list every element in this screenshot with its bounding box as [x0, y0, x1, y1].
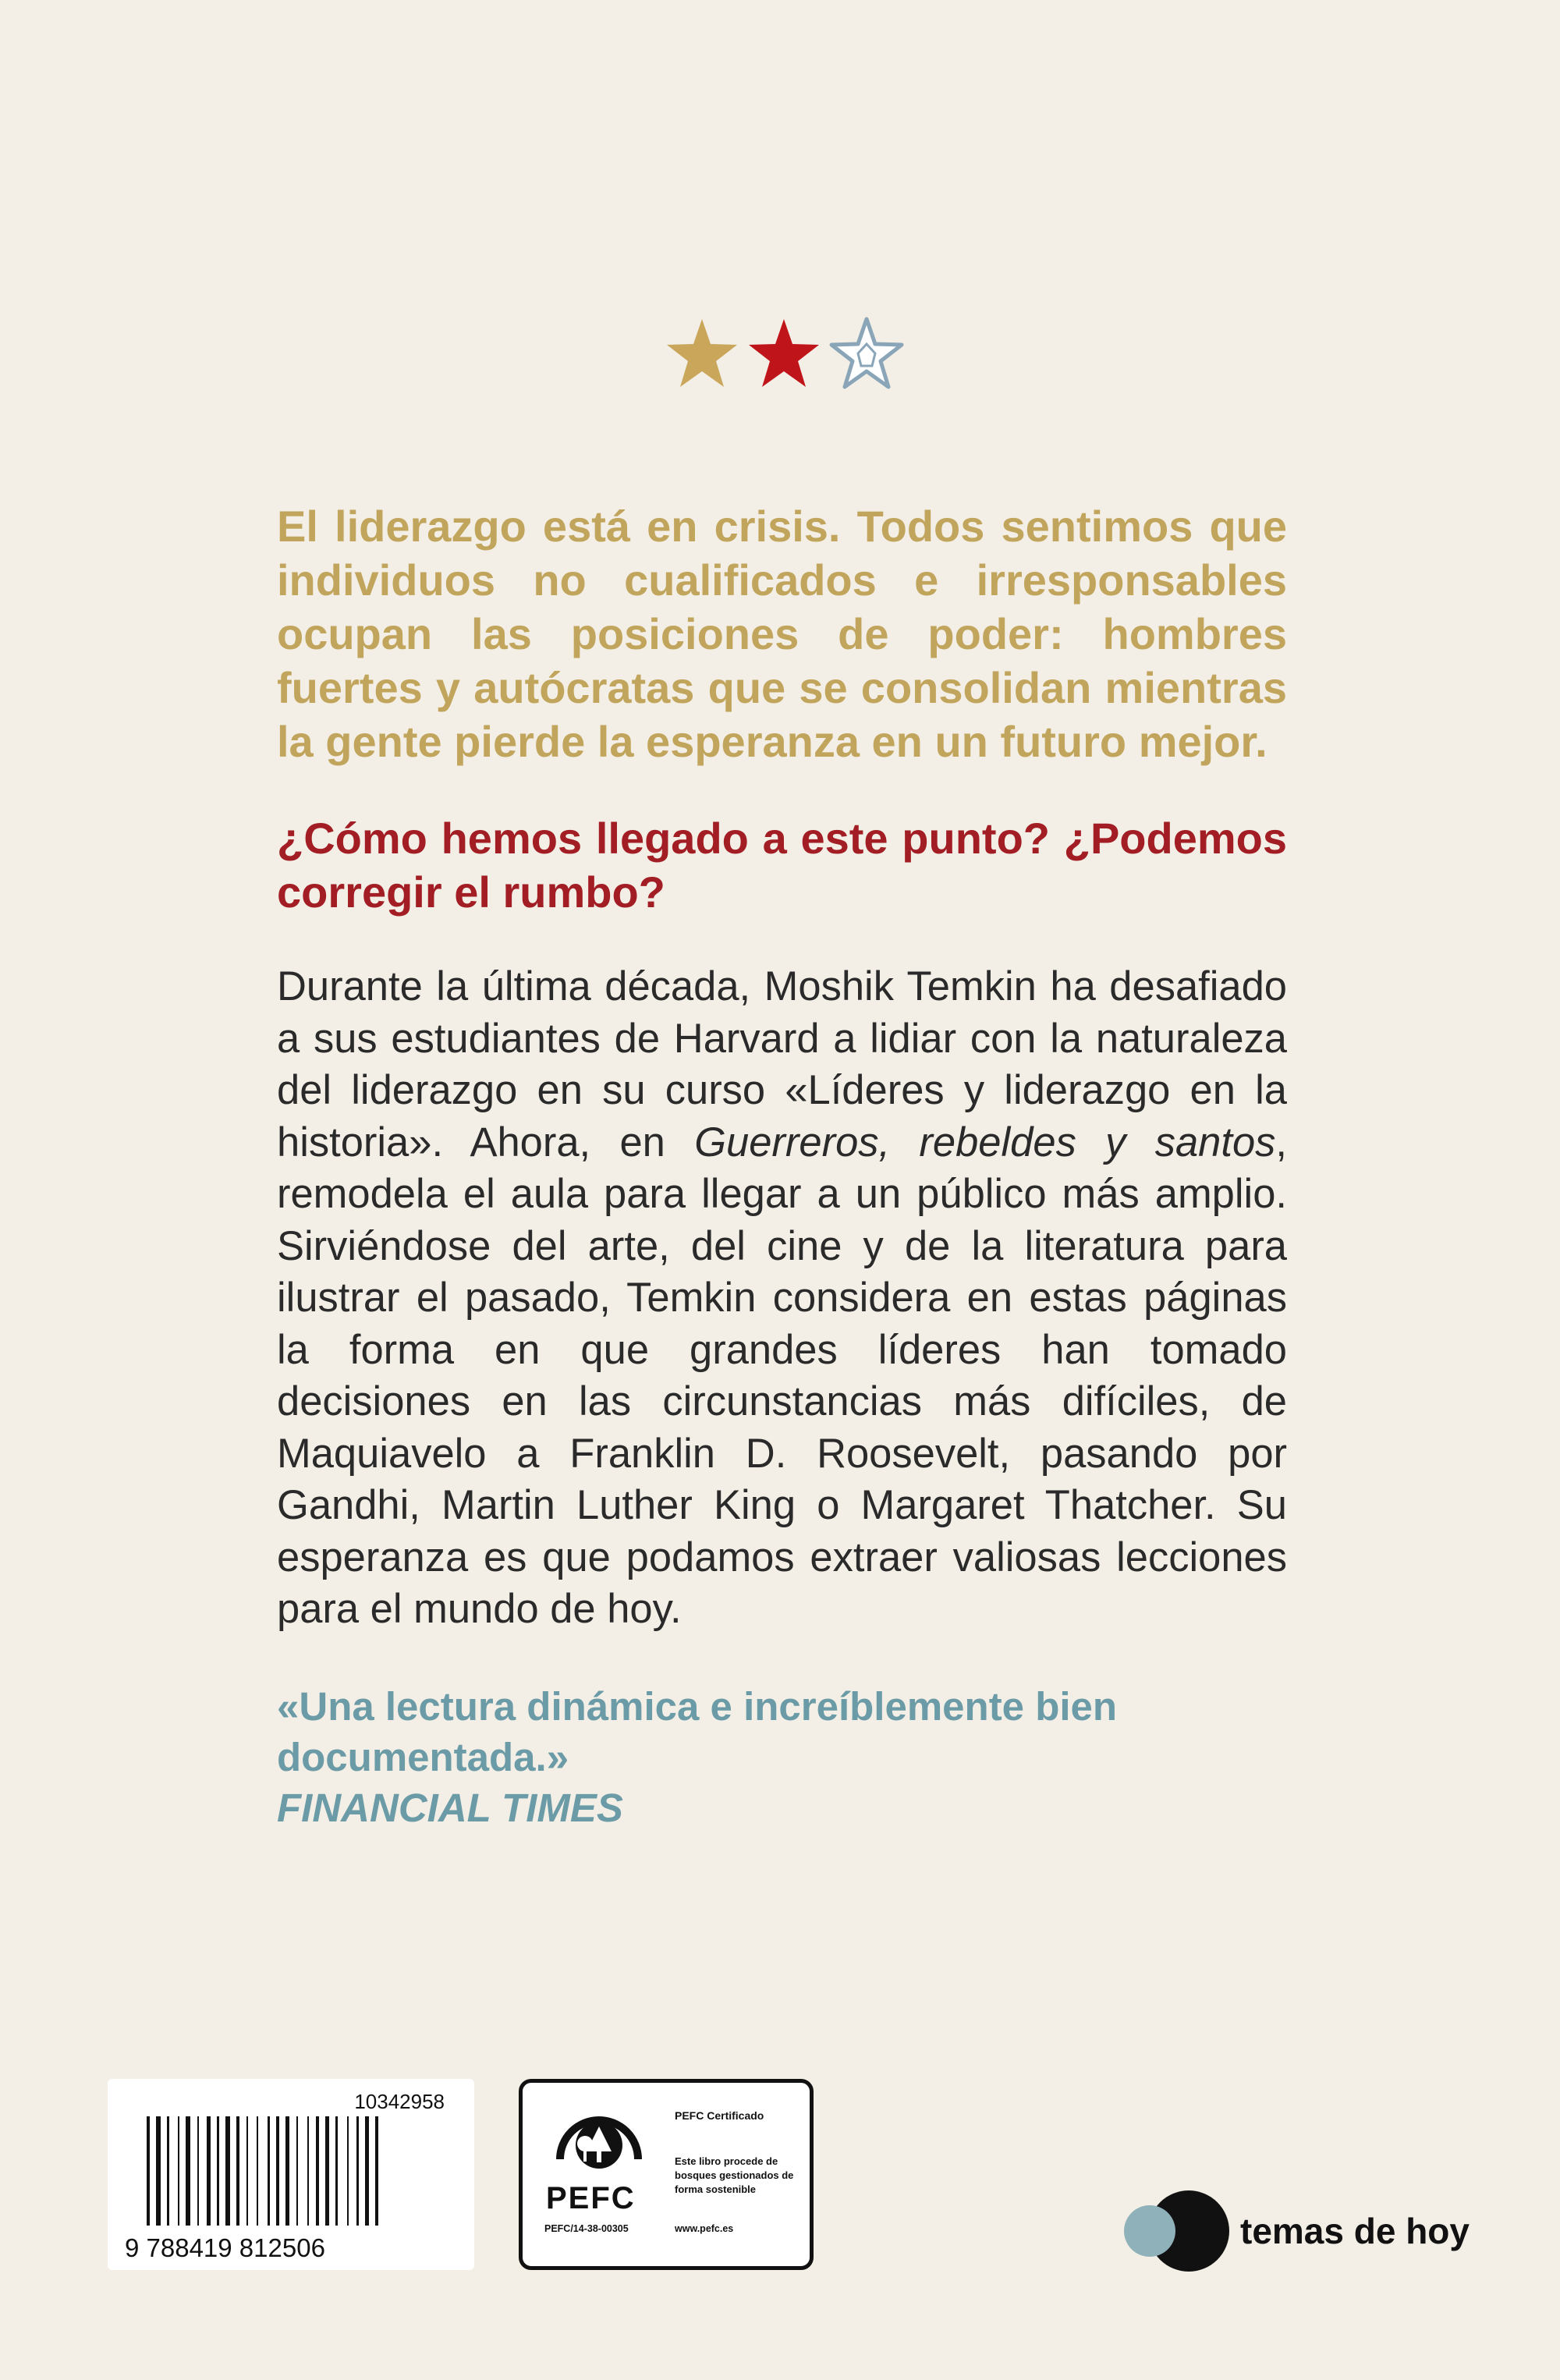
intro-paragraph: El liderazgo está en crisis. Todos sentimos que individuos no cualificados e irresponsables ocupan las posiciones de poder: hombres fuertes y autócratas que se consolidan mientras la gente pierde la esperanza en un futuro mejor. [277, 502, 1287, 766]
pefc-tree-logo-icon [552, 2105, 646, 2183]
pefc-wordmark: PEFC [546, 2181, 636, 2215]
outline-star-icon [831, 319, 902, 387]
publisher-logo [1122, 2188, 1488, 2274]
body-paragraph [277, 961, 1287, 1636]
pefc-cert-code: PEFC/14-38-00305 [544, 2223, 629, 2234]
pefc-certificate [519, 2079, 814, 2270]
press-quote [277, 1681, 1287, 1833]
barcode-box [108, 2079, 474, 2270]
quote-text: «Una lectura dinámica e increíblemente bien documentada.» [277, 1684, 1118, 1779]
pefc-title: PEFC Certificado [675, 2109, 764, 2122]
quote-source: FINANCIAL TIMES [277, 1786, 623, 1830]
isbn-digits: 9 788419 812506 [125, 2233, 325, 2262]
stars-ornament [663, 316, 905, 394]
publisher-name: temas de hoy [1240, 2211, 1470, 2251]
pefc-website: www.pefc.es [675, 2223, 734, 2234]
red-star-icon [749, 319, 819, 387]
pefc-description: Este libro procede de bosques gestionados de forma sostenible [675, 2155, 794, 2195]
body-text-part2: , remodela el aula para llegar a un público más amplio. Sirviéndose del arte, del cine y de la literatura para ilustrar el pasado, Temkin considera en estas páginas la forma en que grandes líderes han tomado decisiones en las circunstancias más difíciles, de Maquiavelo a Franklin D. Roosevelt, pasando por Gandhi, Martin Luther King o Margaret Thatcher. Su esperanza es que podamos extraer valiosas lecciones para el mundo de hoy. [277, 1119, 1287, 1632]
gold-star-icon [667, 319, 737, 387]
book-title: Guerreros, rebeldes y santos [694, 1119, 1276, 1165]
temas-de-hoy-logo-icon [1122, 2188, 1231, 2274]
body-text-part1: Durante la última década, Moshik Temkin ha desafiado a sus estudiantes de Harvard a lidiar con la naturaleza del liderazgo en su curso «Líderes y liderazgo en la historia». Ahora, en [277, 963, 1287, 1165]
question-heading: ¿Cómo hemos llegado a este punto? ¿Podemos corregir el rumbo? [277, 814, 1287, 917]
barcode-code: 10342958 [354, 2090, 445, 2113]
